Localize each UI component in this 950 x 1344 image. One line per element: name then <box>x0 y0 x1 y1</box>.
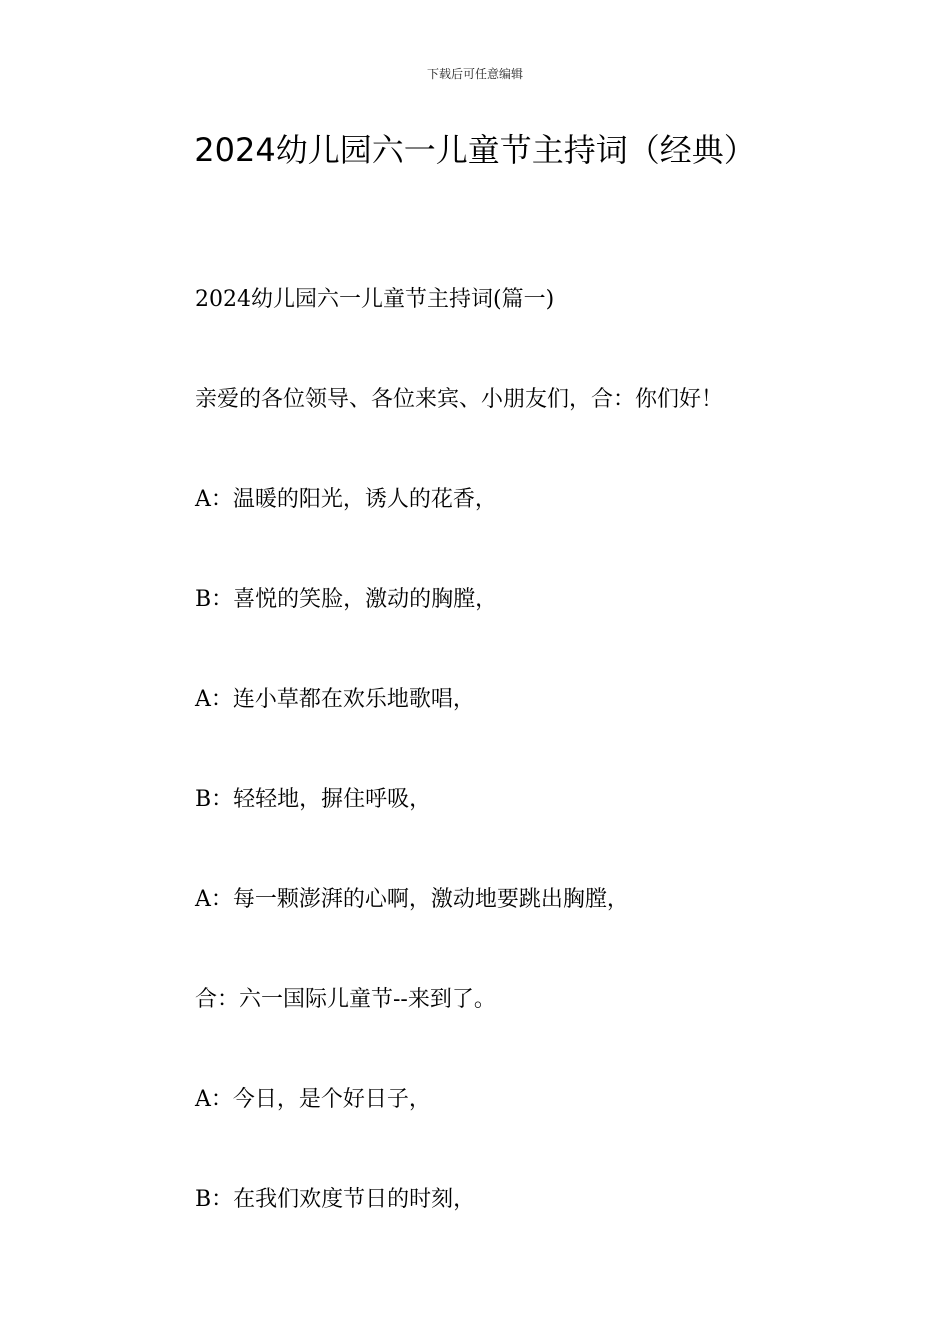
body-line-subtitle: 2024幼儿园六一儿童节主持词(篇一) <box>195 287 555 312</box>
page-header-note: 下载后可任意编辑 <box>426 67 523 81</box>
body-line: B：在我们欢度节日的时刻， <box>195 1187 476 1212</box>
body-line: A：今日，是个好日子， <box>195 1087 431 1112</box>
body-line: B：喜悦的笑脸，激动的胸膛， <box>195 587 498 612</box>
body-line-greeting: 亲爱的各位领导、各位来宾、小朋友们，合：你们好！ <box>195 387 724 412</box>
body-line: A：每一颗澎湃的心啊，激动地要跳出胸膛， <box>195 887 629 912</box>
document-title: 2024幼儿园六一儿童节主持词（经典） <box>194 131 756 169</box>
body-line: 合：六一国际儿童节--来到了。 <box>195 987 496 1012</box>
body-line: A：温暖的阳光，诱人的花香， <box>195 487 497 512</box>
document-body <box>195 282 915 1282</box>
body-line: B：轻轻地，摒住呼吸， <box>195 787 432 812</box>
body-line: A：连小草都在欢乐地歌唱， <box>195 687 475 712</box>
